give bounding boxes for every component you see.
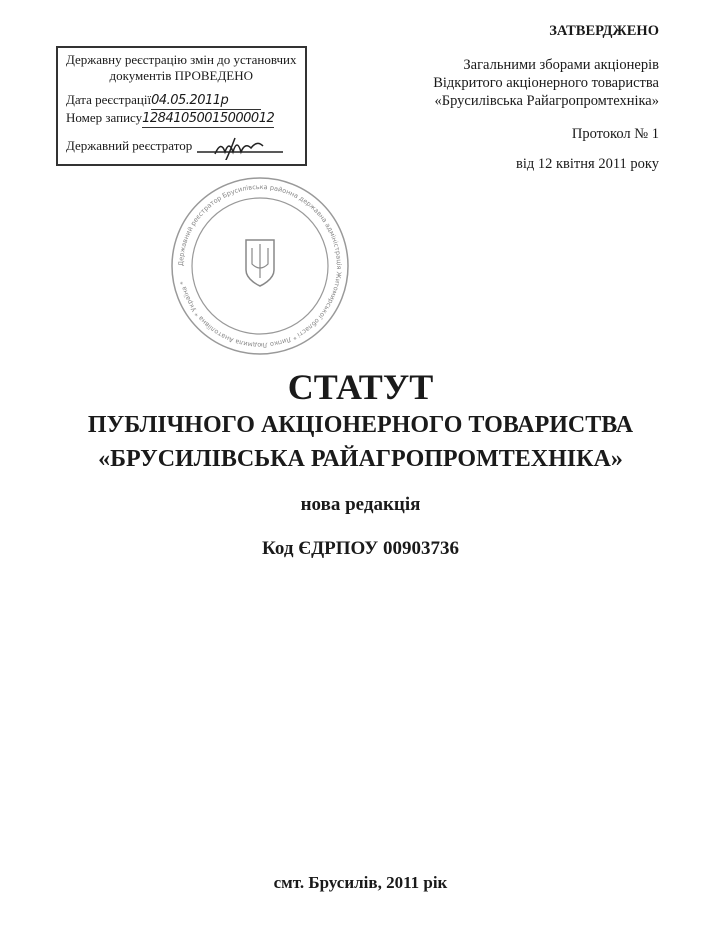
registration-stamp [56, 46, 307, 166]
record-label: Номер запису [66, 110, 143, 125]
date-label: Дата реєстрації [66, 92, 152, 107]
stamp-line: документів ПРОВЕДЕНО [109, 68, 254, 83]
approval-heading: ЗАТВЕРДЖЕНО [549, 23, 659, 39]
company-type: ПУБЛІЧНОГО АКЦІОНЕРНОГО ТОВАРИСТВА [87, 412, 634, 438]
official-seal [170, 176, 350, 356]
place-year: смт. Брусилів, 2011 рік [273, 873, 448, 892]
approval-date: від 12 квітня 2011 року [516, 156, 659, 172]
company-name: «БРУСИЛІВСЬКА РАЙАГРОПРОМТЕХНІКА» [98, 446, 623, 472]
edition-label: нова редакція [300, 494, 421, 515]
stamp-line: Державну реєстрацію змін до установчих [66, 52, 297, 67]
edrpou-code: Код ЄДРПОУ 00903736 [262, 538, 459, 559]
approval-line: Відкритого акціонерного товариства [433, 75, 659, 91]
document-title: СТАТУТ [287, 367, 434, 407]
record-value: 12841050015000012 [142, 111, 275, 126]
approval-block [433, 56, 659, 110]
date-value: 04.05.2011р [151, 93, 261, 110]
approval-line: Загальними зборами акціонерів [463, 57, 659, 73]
approval-line: «Брусилівська Райагропромтехніка» [434, 93, 659, 109]
signature [195, 134, 285, 160]
protocol-number: Протокол № 1 [571, 126, 659, 142]
registrar-label: Державний реєстратор [66, 138, 193, 153]
seal-text: Державний реєстратор Брусилівська районна державна адміністрація Житомирської області * Липко Людмила Анатоліївна * Україна * [176, 182, 344, 350]
